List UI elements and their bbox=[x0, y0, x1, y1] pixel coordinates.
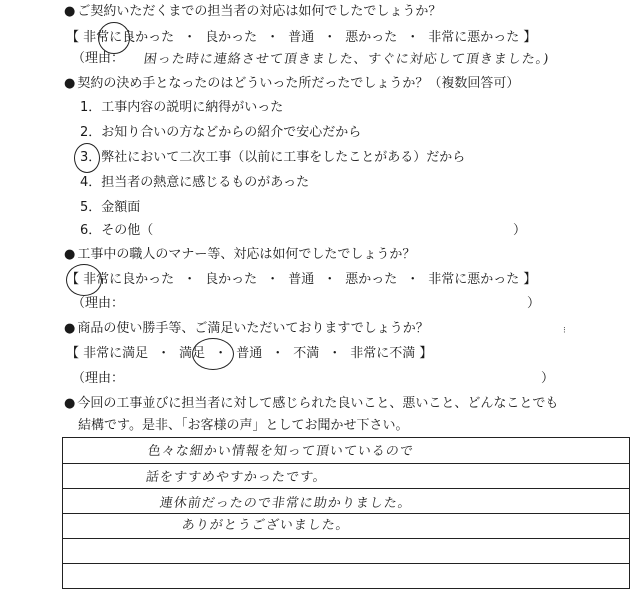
q3-options bbox=[66, 271, 536, 289]
q2-item-4[interactable] bbox=[80, 174, 309, 192]
q3-option-very-bad[interactable]: 非常に悪かった 】 bbox=[428, 272, 537, 287]
q3-option-good[interactable]: 良かった bbox=[205, 272, 258, 287]
q2-item-1[interactable] bbox=[80, 99, 283, 117]
q2-item-num: 1． bbox=[80, 100, 102, 115]
q5-answer-line-3: 連休前だったので非常に助かりました。 bbox=[158, 496, 413, 511]
q4-option-satisfied[interactable]: 満足 bbox=[179, 346, 206, 361]
q2-item-num: 5． bbox=[80, 200, 102, 215]
q3-reason-label: （理由： bbox=[72, 296, 125, 311]
q2-item-2[interactable] bbox=[80, 124, 361, 142]
comment-ruled-line bbox=[63, 488, 629, 489]
q4-option-unsatisfied[interactable]: 不満 bbox=[293, 346, 320, 361]
q3-option-very-good[interactable]: 【 非常に良かった bbox=[66, 272, 175, 287]
separator: ・ bbox=[323, 30, 337, 45]
q1-option-bad[interactable]: 悪かった bbox=[345, 30, 398, 45]
comment-ruled-line bbox=[63, 538, 629, 539]
q4-option-very-satisfied[interactable]: 【 非常に満足 bbox=[66, 346, 149, 361]
q2-item-text: お知り合いの方などからの紹介で安心だから bbox=[101, 125, 362, 140]
q2-item-num: 4． bbox=[80, 175, 102, 190]
q1-options bbox=[66, 29, 536, 47]
q2-item-text: その他（ bbox=[101, 223, 154, 238]
q4-reason-close: ） bbox=[541, 371, 555, 386]
comment-ruled-line bbox=[63, 463, 629, 464]
q1-reason-label: （理由： bbox=[72, 51, 125, 66]
q2-item-text: 金額面 bbox=[101, 200, 141, 215]
separator: ・ bbox=[266, 30, 280, 45]
separator: ・ bbox=[183, 272, 197, 287]
q2-item-num: 6． bbox=[80, 223, 102, 238]
separator: ・ bbox=[328, 346, 342, 361]
q3-question: ● 工事中の職人のマナー等、対応は如何でしたでしょうか？ bbox=[64, 246, 415, 264]
q1-option-very-bad[interactable]: 非常に悪かった 】 bbox=[428, 30, 537, 45]
separator: ・ bbox=[323, 272, 337, 287]
q5-answer-line-2: 話をすすめやすかったです。 bbox=[144, 470, 328, 485]
q2-item-num: 3． bbox=[80, 150, 102, 165]
q4-option-normal[interactable]: 普通 bbox=[236, 346, 263, 361]
q5-question-line1: ● 今回の工事並びに担当者に対して感じられた良いこと、悪いこと、どんなことでも bbox=[64, 395, 558, 413]
q2-item-5[interactable] bbox=[80, 199, 140, 217]
q1-option-good[interactable]: 良かった bbox=[205, 30, 258, 45]
q1-reason-answer: 困った時に連絡させて頂きました、すぐに対応して頂きました。) bbox=[142, 52, 551, 67]
q4-question: ● 商品の使い勝手等、ご満足いただいておりますでしょうか？ bbox=[64, 320, 429, 338]
separator: ・ bbox=[406, 272, 420, 287]
q2-selection-circle bbox=[74, 143, 100, 173]
q2-item-6[interactable] bbox=[80, 222, 153, 240]
q2-other-close: ） bbox=[513, 223, 527, 238]
separator: ・ bbox=[266, 272, 280, 287]
scan-mark: ⁝ bbox=[563, 326, 566, 336]
q5-answer-line-1: 色々な細かい情報を知って頂いているので bbox=[146, 444, 415, 459]
q5-answer-line-4: ありがとうございました。 bbox=[180, 518, 351, 533]
q3-option-normal[interactable]: 普通 bbox=[288, 272, 315, 287]
q3-option-bad[interactable]: 悪かった bbox=[345, 272, 398, 287]
q3-reason-close: ） bbox=[527, 296, 541, 311]
comment-ruled-line bbox=[63, 563, 629, 564]
q3-selection-circle bbox=[66, 264, 102, 296]
q2-item-text: 担当者の熱意に感じるものがあった bbox=[101, 175, 310, 190]
q4-selection-circle bbox=[192, 338, 234, 370]
q2-item-text: 弊社において二次工事（以前に工事をしたことがある）だから bbox=[101, 150, 466, 165]
q5-question-line2: 結構です。是非、「お客様の声」としてお聞かせ下さい。 bbox=[78, 418, 409, 433]
separator: ・ bbox=[214, 346, 228, 361]
q1-option-very-good[interactable]: 【 非常に良かった bbox=[66, 30, 175, 45]
q4-option-very-unsatisfied[interactable]: 非常に不満 】 bbox=[350, 346, 433, 361]
comment-box[interactable] bbox=[62, 437, 630, 589]
q1-question: ● ご契約いただくまでの担当者の対応は如何でしたでしょうか？ bbox=[64, 3, 441, 21]
q2-item-3[interactable] bbox=[80, 149, 465, 167]
q4-options bbox=[66, 345, 432, 363]
q4-reason-label: （理由： bbox=[72, 371, 125, 386]
separator: ・ bbox=[406, 30, 420, 45]
q1-option-normal[interactable]: 普通 bbox=[288, 30, 315, 45]
q2-item-num: 2． bbox=[80, 125, 102, 140]
q2-question: ● 契約の決め手となったのはどういった所だったでしょうか？（複数回答可） bbox=[64, 75, 519, 93]
separator: ・ bbox=[157, 346, 171, 361]
q2-item-text: 工事内容の説明に納得がいった bbox=[101, 100, 284, 115]
separator: ・ bbox=[271, 346, 285, 361]
separator: ・ bbox=[183, 30, 197, 45]
